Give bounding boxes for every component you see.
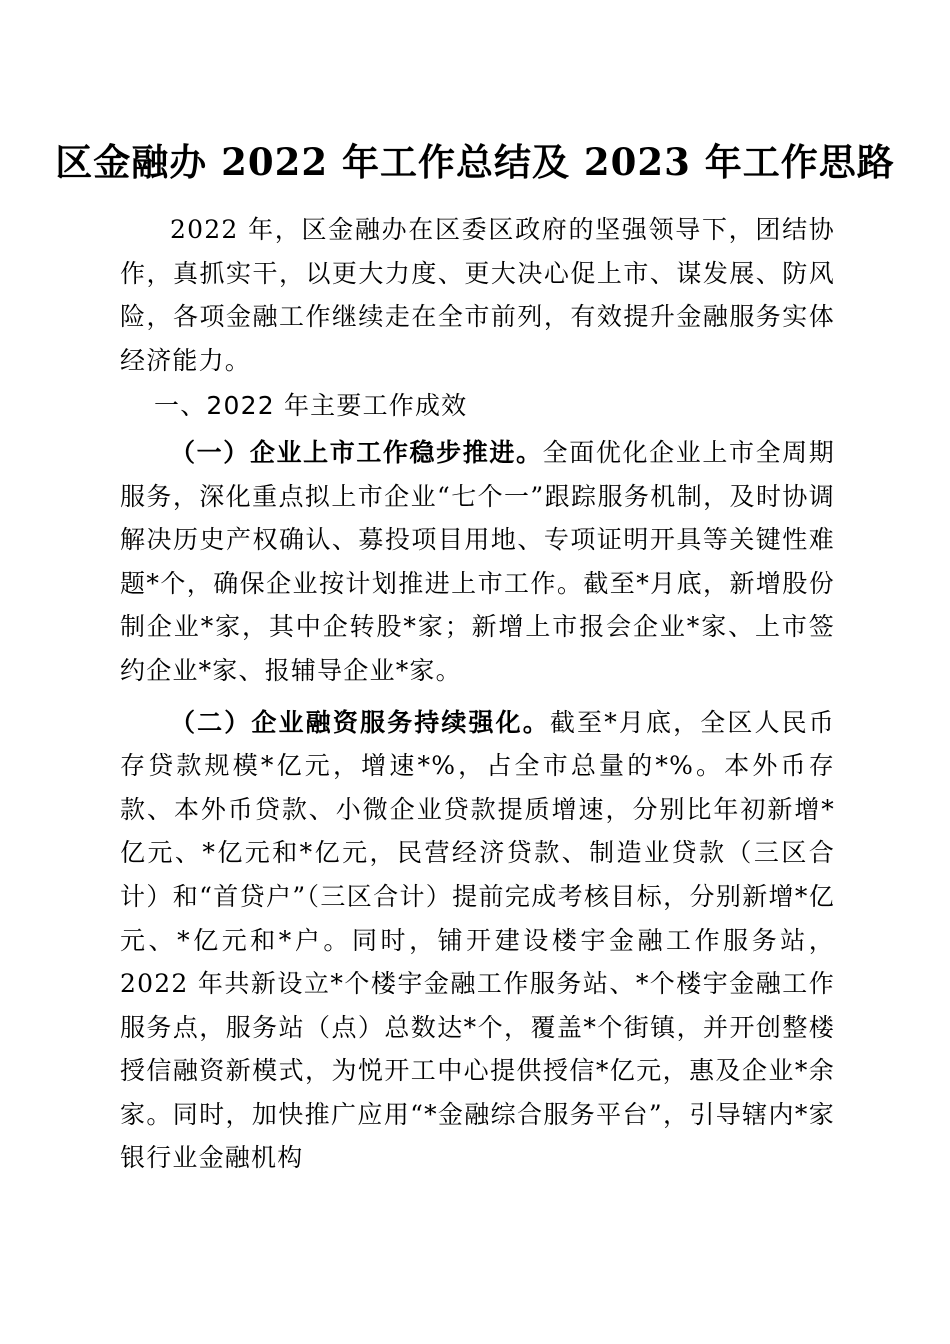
item-2-lead: （二）企业融资服务持续强化。: [170, 707, 550, 737]
item-2-text: 截至*月底，全区人民币存贷款规模*亿元，增速*%，占全市总量的*%。本外币存款、本外币贷款、小微企业贷款提质增速，分别比年初新增*亿元、*亿元和*亿元，民营经济贷款、制造业贷款（三区合计）和“首贷户”（三区合计）提前完成考核目标，分别新增*亿元、*亿元和*户。同时，铺开建设楼宇金融工作服务站，2022 年共新设立*个楼宇金融工作服务站、*个楼宇金融工作服务点，服务站（点）总数达*个，覆盖*个街镇，并开创整楼授信融资新模式，为悦开工中心提供授信*亿元，惠及企业*余家。同时，加快推广应用“*金融综合服务平台”，引导辖内*家银行业金融机构: [120, 707, 835, 1173]
section-heading: 一、2022 年主要工作成效: [154, 391, 468, 421]
document-body: [120, 208, 835, 1180]
intro-paragraph: 2022 年，区金融办在区委区政府的坚强领导下，团结协作，真抓实干，以更大力度、更大决心促上市、谋发展、防风险，各项金融工作继续走在全市前列，有效提升金融服务实体经济能力。: [120, 215, 835, 375]
item-1-text: 全面优化企业上市全周期服务，深化重点拟上市企业“七个一”跟踪服务机制，及时协调解决历史产权确认、募投项目用地、专项证明开具等关键性难题*个，确保企业按计划推进上市工作。截至*月底，新增股份制企业*家，其中企转股*家；新增上市报会企业*家、上市签约企业*家、报辅导企业*家。: [120, 437, 836, 685]
item-1-paragraph: [120, 431, 835, 693]
paragraph-gap: [120, 693, 835, 701]
document-title: 区金融办 2022 年工作总结及 2023 年工作思路: [55, 140, 895, 184]
item-2-paragraph: [120, 701, 835, 1181]
item-1-lead: （一）企业上市工作稳步推进。: [170, 437, 543, 467]
